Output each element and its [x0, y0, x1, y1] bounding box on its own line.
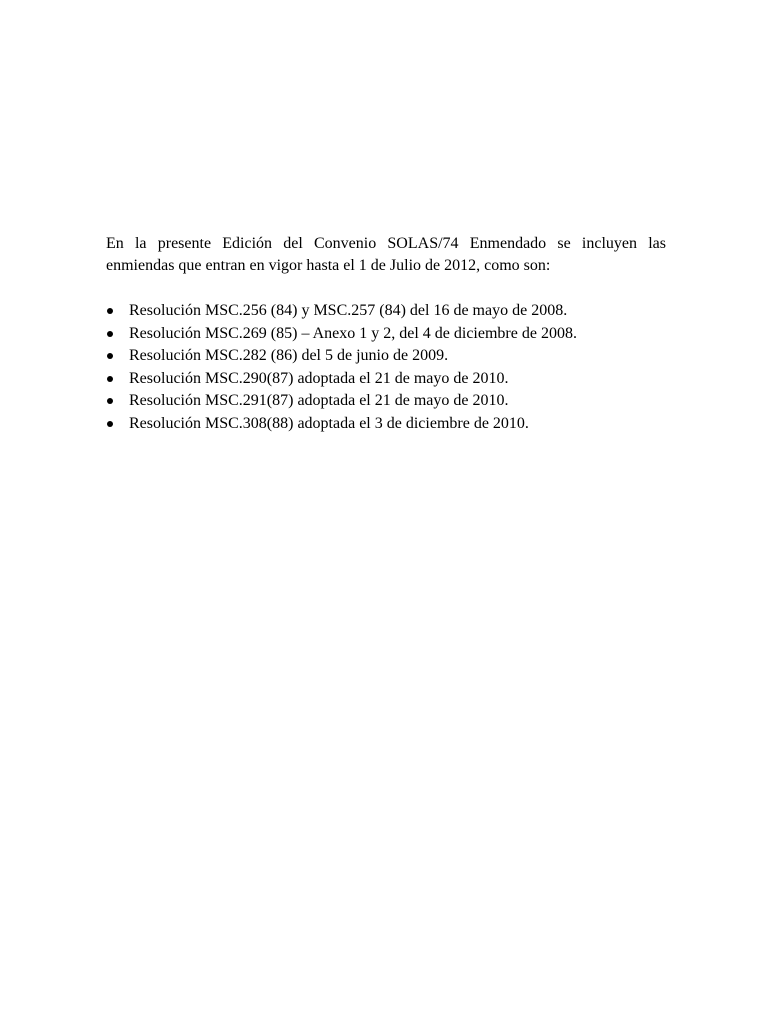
resolution-item [106, 390, 666, 413]
bullet-icon [107, 353, 113, 359]
resolution-text: Resolución MSC.291(87) adoptada el 21 de mayo de 2010. [129, 392, 509, 409]
resolution-list [106, 300, 666, 435]
intro-line: enmiendas que entran en vigor hasta el 1 de Julio de 2012, como son: [106, 257, 551, 274]
intro-paragraph [106, 233, 666, 277]
document-body [106, 233, 666, 435]
resolution-text: Resolución MSC.282 (86) del 5 de junio de 2009. [129, 347, 449, 364]
bullet-icon [107, 398, 113, 404]
intro-line: En la presente Edición del Convenio SOLAS/74 Enmendado se incluyen las [106, 235, 666, 252]
resolution-text: Resolución MSC.308(88) adoptada el 3 de diciembre de 2010. [129, 414, 529, 432]
bullet-icon [107, 421, 113, 427]
resolution-item [106, 345, 666, 368]
bullet-icon [107, 331, 113, 337]
resolution-text: Resolución MSC.269 (85) – Anexo 1 y 2, del 4 de diciembre de 2008. [129, 324, 577, 342]
bullet-icon [107, 376, 113, 382]
resolution-text: Resolución MSC.290(87) adoptada el 21 de mayo de 2010. [129, 369, 509, 387]
resolution-text: Resolución MSC.256 (84) y MSC.257 (84) del 16 de mayo de 2008. [129, 302, 568, 319]
resolution-item [106, 300, 666, 323]
bullet-icon [107, 308, 113, 314]
resolution-item [106, 413, 666, 436]
resolution-item [106, 368, 666, 391]
resolution-item [106, 323, 666, 346]
